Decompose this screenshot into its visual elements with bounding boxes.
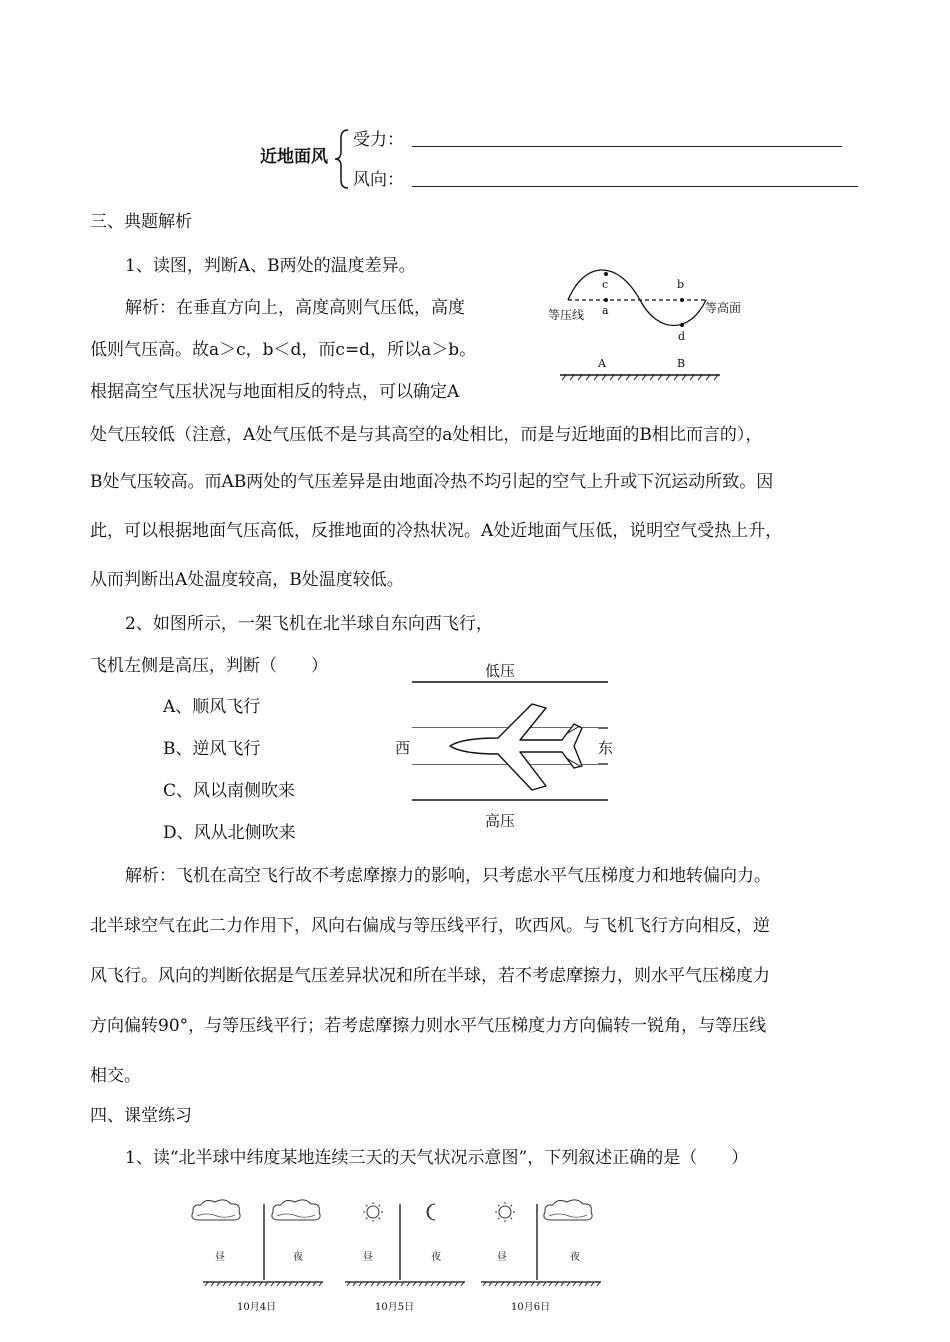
direction-label: 风向：	[353, 170, 404, 190]
date-label: 10月6日	[511, 1302, 551, 1313]
isobar-label: 等压线	[548, 308, 585, 322]
point-a-label: a	[602, 304, 609, 317]
direction-blank	[412, 186, 858, 187]
ground-a-label: A	[598, 357, 606, 370]
force-label: 受力：	[353, 130, 404, 150]
moon-icon	[427, 1204, 435, 1220]
cloud-icon	[544, 1200, 592, 1220]
weather-panel-3	[481, 1200, 601, 1313]
q1-analysis-line: 此，可以根据地面气压高低，反推地面的冷热状况。A处近地面气压低，说明空气受热上升，	[90, 521, 783, 541]
cloud-icon	[272, 1200, 320, 1220]
force-blank	[412, 146, 842, 147]
date-label: 10月4日	[237, 1302, 277, 1313]
q2-option-b: B、逆风飞行	[163, 739, 261, 759]
day-label: 昼	[363, 1252, 373, 1263]
q2-analysis-line: 方向偏转90°，与等压线平行；若考虑摩擦力则水平气压梯度力方向偏转一锐角，与等压线	[90, 1016, 767, 1036]
q2-analysis-line: 解析：飞机在高空飞行故不考虑摩擦力的影响，只考虑水平气压梯度力和地转偏向力。	[125, 866, 771, 886]
high-pressure-label: 高压	[484, 812, 516, 830]
q2-question-line2: 飞机左侧是高压，判断（ ）	[90, 656, 328, 676]
night-label: 夜	[293, 1252, 303, 1263]
q1-analysis-line: 处气压较低（注意，A处气压低不是与其高空的a处相比，而是与近地面的B相比而言的），	[90, 425, 763, 445]
point-d-label: d	[678, 330, 686, 343]
day-label: 昼	[215, 1252, 225, 1263]
near-ground-wind-label: 近地面风	[260, 147, 328, 167]
q2-analysis-line: 风飞行。风向的判断依据是气压差异状况和所在半球，若不考虑摩擦力，则水平气压梯度力	[90, 966, 770, 986]
section4-q1: 1、读“北半球中纬度某地连续三天的天气状况示意图”，下列叙述正确的是（ ）	[125, 1148, 749, 1168]
east-label: 东	[598, 739, 614, 757]
contour-label: 等高面	[705, 301, 742, 315]
q2-option-a: A、顺风飞行	[163, 697, 261, 717]
q2-question-line1: 2、如图所示，一架飞机在北半球自东向西飞行，	[125, 614, 493, 634]
sun-icon	[363, 1202, 383, 1222]
q1-analysis-line: B处气压较高。而AB两处的气压差异是由地面冷热不均引起的空气上升或下沉运动所致。因	[90, 472, 774, 492]
q2-analysis-line: 北半球空气在此二力作用下，风向右偏成与等压线平行，吹西风。与飞机飞行方向相反，逆	[90, 916, 770, 936]
isobar-curve	[568, 270, 706, 326]
section4-title: 四、课堂练习	[90, 1106, 192, 1126]
brace-icon	[333, 128, 351, 190]
low-pressure-label: 低压	[484, 662, 516, 680]
q1-question: 1、读图，判断A、B两处的温度差异。	[125, 256, 416, 276]
point-c-label: c	[602, 278, 609, 291]
section3-title: 三、典题解析	[90, 212, 192, 232]
weather-panel-2	[345, 1202, 465, 1313]
q1-analysis-line: 根据高空气压状况与地面相反的特点，可以确定A	[90, 382, 460, 402]
airplane-icon	[410, 704, 598, 790]
sun-icon	[495, 1202, 515, 1222]
q2-analysis-line: 相交。	[90, 1066, 141, 1086]
q1-analysis-line: 解析：在垂直方向上，高度高则气压低，高度	[125, 298, 465, 318]
west-label: 西	[395, 739, 411, 757]
day-label: 昼	[497, 1252, 507, 1263]
isobar-figure	[540, 262, 742, 384]
q1-analysis-line: 低则气压高。故a＞c，b＜d，而c=d，所以a＞b。	[90, 340, 477, 360]
airplane-figure	[390, 656, 620, 834]
date-label: 10月5日	[375, 1302, 415, 1313]
weather-panel-1	[192, 1200, 323, 1313]
q2-option-d: D、风从北侧吹来	[163, 823, 296, 843]
weather-figure	[185, 1192, 615, 1317]
q1-analysis-line: 从而判断出A处温度较高，B处温度较低。	[90, 570, 404, 590]
cloud-icon	[192, 1200, 240, 1220]
night-label: 夜	[570, 1252, 580, 1263]
ground-b-label: B	[677, 357, 686, 370]
night-label: 夜	[431, 1252, 441, 1263]
point-b-label: b	[677, 278, 685, 291]
q2-option-c: C、风以南侧吹来	[163, 781, 296, 801]
